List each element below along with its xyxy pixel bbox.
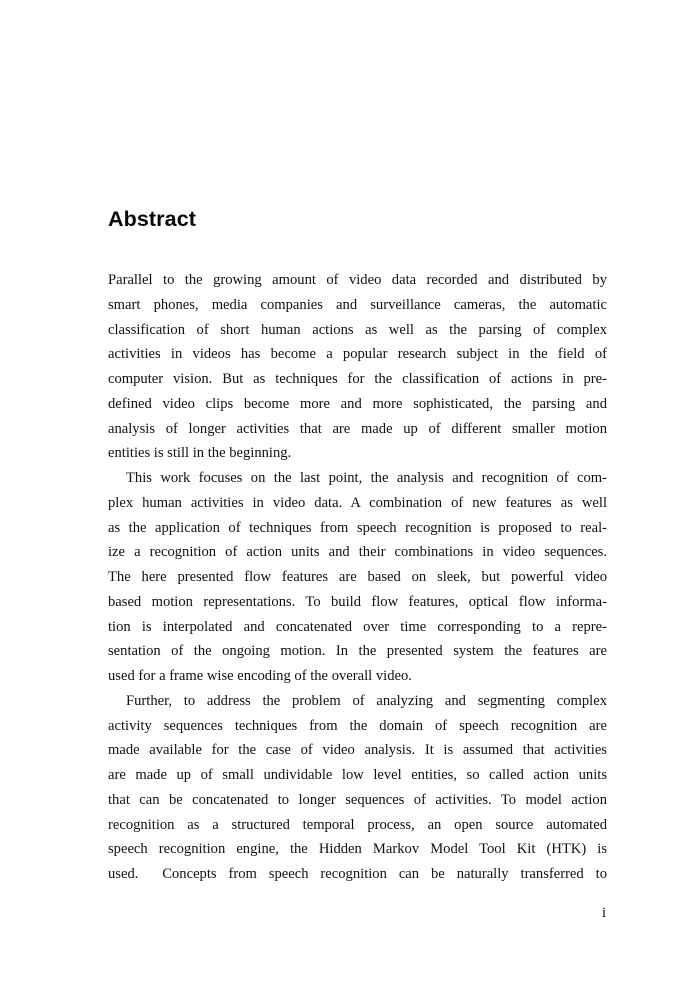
text-line: used. Concepts from speech recognition can be naturally transferred to — [108, 866, 607, 882]
text-line: that can be concatenated to longer sequences of activities. To model action — [108, 791, 607, 808]
text-line: The here presented flow features are based on sleek, but powerful video — [108, 569, 607, 585]
text-line: made available for the case of video analysis. It is assumed that activities — [108, 742, 607, 759]
text-line: plex human activities in video data. A combination of new features as well — [108, 494, 607, 511]
abstract-body — [108, 268, 607, 887]
text-line: activity sequences techniques from the domain of speech recognition are — [108, 717, 607, 734]
text-line: This work focuses on the last point, the analysis and recognition of com- — [126, 470, 607, 486]
text-line: Parallel to the growing amount of video data recorded and distributed by — [108, 272, 607, 288]
paragraph-3 — [108, 689, 607, 887]
text-line: computer vision. But as techniques for the classification of actions in pre- — [108, 371, 607, 387]
page-title: Abstract — [108, 207, 197, 232]
text-line: ize a recognition of action units and their combinations in video sequences. — [108, 544, 607, 561]
text-line: sentation of the ongoing motion. In the presented system the features are — [108, 643, 607, 660]
text-line: speech recognition engine, the Hidden Markov Model Tool Kit (HTK) is — [108, 841, 607, 858]
text-line: analysis of longer activities that are made up of different smaller motion — [108, 420, 607, 437]
text-line: tion is interpolated and concatenated over time corresponding to a repre- — [108, 618, 607, 635]
text-line: recognition as a structured temporal process, an open source automated — [108, 816, 607, 833]
text-line: smart phones, media companies and surveillance cameras, the automatic — [108, 296, 607, 313]
text-line: classification of short human actions as well as the parsing of complex — [108, 321, 607, 338]
text-line: Further, to address the problem of analyzing and segmenting complex — [126, 692, 607, 709]
text-line: are made up of small undividable low level entities, so called action units — [108, 767, 607, 783]
text-line: activities in videos has become a popular research subject in the field of — [108, 346, 607, 363]
text-line: defined video clips become more and more sophisticated, the parsing and — [108, 395, 607, 412]
text-line: as the application of techniques from speech recognition is proposed to real- — [108, 519, 607, 536]
page-number: i — [601, 905, 606, 921]
paragraph-2 — [108, 466, 607, 689]
text-line: used for a frame wise encoding of the overall video. — [108, 668, 412, 684]
paragraph-1 — [108, 268, 607, 466]
text-line: entities is still in the beginning. — [108, 445, 292, 462]
text-line: based motion representations. To build flow features, optical flow informa- — [108, 593, 607, 610]
